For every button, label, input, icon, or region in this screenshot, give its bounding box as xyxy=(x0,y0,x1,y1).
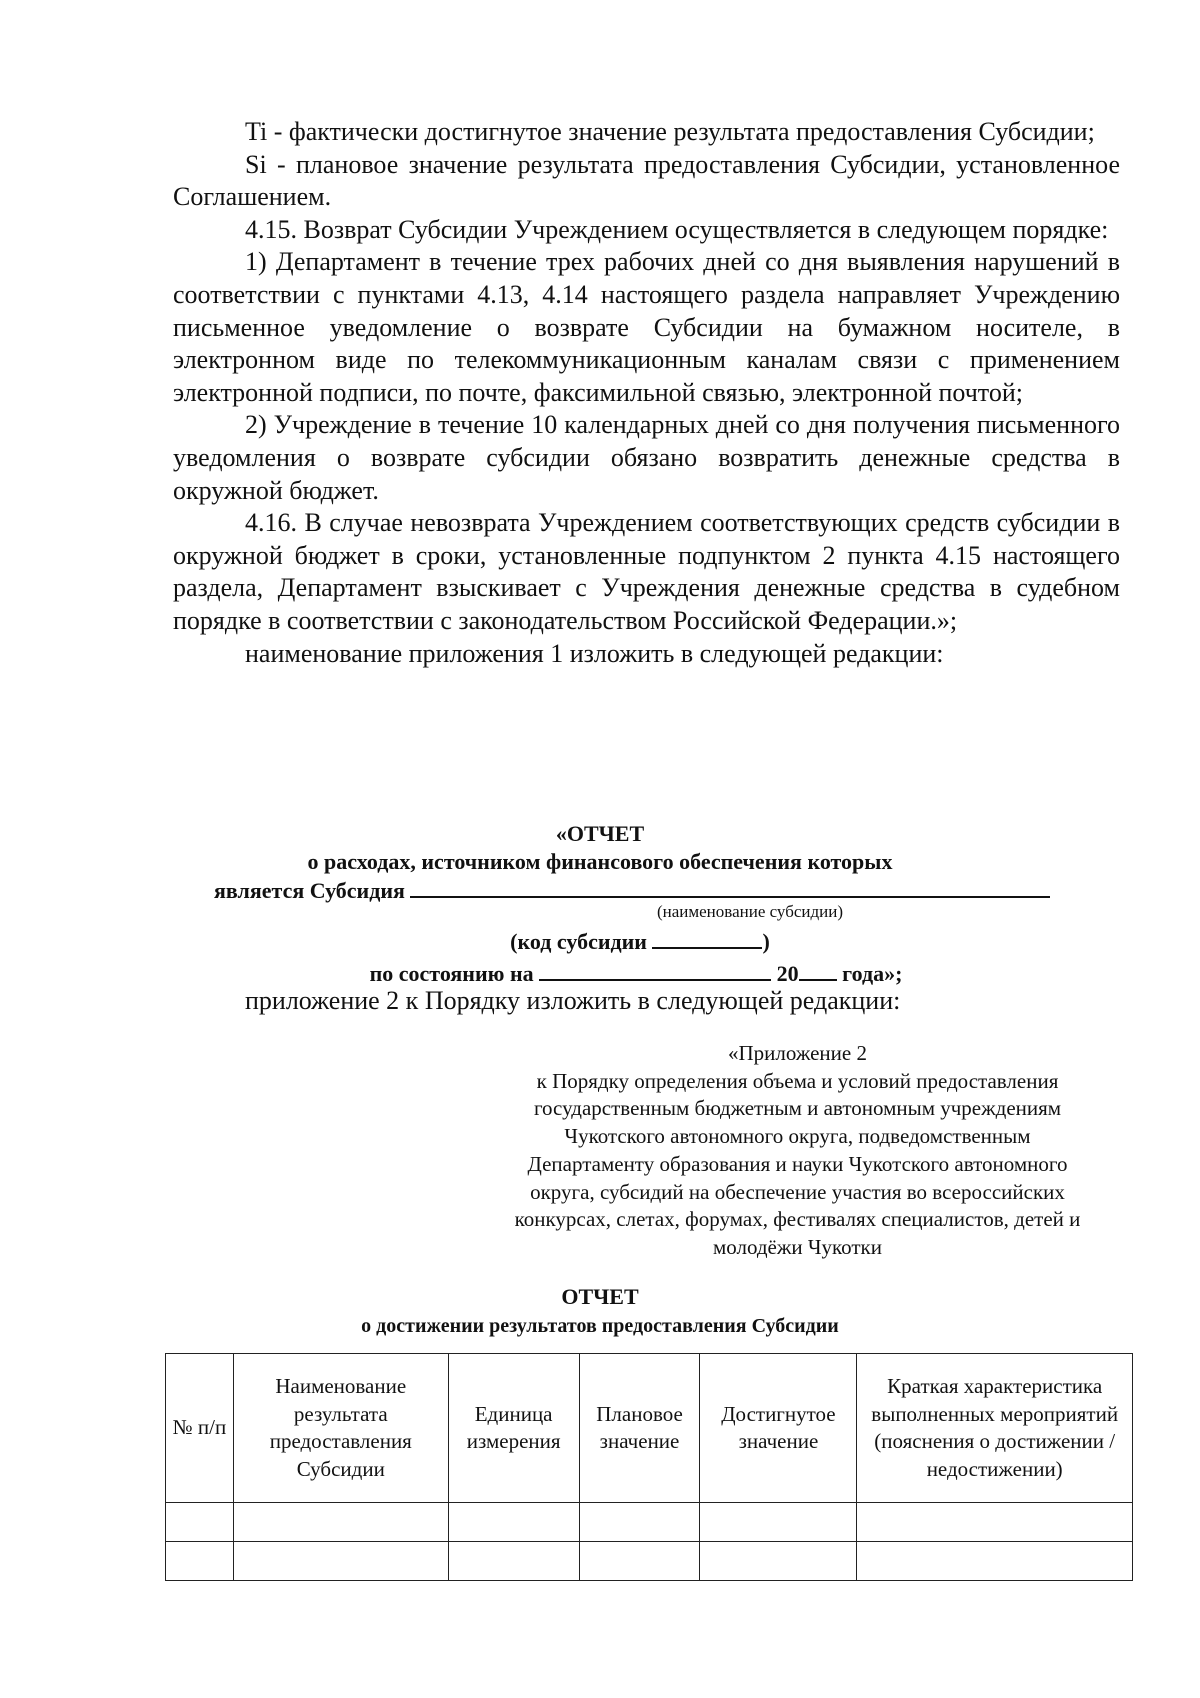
table-cell xyxy=(700,1542,857,1581)
paragraph-ti-definition: Ti - фактически достигнутое значение результата предоставления Субсидии; xyxy=(245,117,1095,146)
subsidy-name-note: (наименование субсидии) xyxy=(656,902,844,921)
table-cell xyxy=(166,1503,234,1542)
table-cell xyxy=(166,1542,234,1581)
column-header-achieved-value: Достигнутое значение xyxy=(700,1354,857,1503)
appendix-line: государственным бюджетным и автономным учреждениям xyxy=(533,1096,1062,1121)
appendix-line: округа, субсидий на обеспечение участия во всероссийских xyxy=(530,1179,1065,1204)
table-cell xyxy=(700,1503,857,1542)
report1-subsidy-line xyxy=(214,874,1050,905)
body-text xyxy=(173,116,1120,670)
paragraph-4-15-item-2: 2) Учреждение в течение 10 календарных дней со дня получения письменного уведомления о возврате субсидии обязано возвратить денежные средства в окружной бюджет. xyxy=(173,410,1120,505)
table-row xyxy=(166,1542,1133,1581)
table-cell xyxy=(857,1542,1133,1581)
report1-subtitle: о расходах, источником финансового обеспечения которых xyxy=(307,849,893,874)
year-suffix: года»; xyxy=(842,961,903,986)
table-cell xyxy=(233,1503,448,1542)
report1-code-line xyxy=(40,925,1200,956)
report2-title: ОТЧЕТ xyxy=(561,1284,639,1309)
column-header-number: № п/п xyxy=(166,1354,234,1503)
column-header-planned-value: Плановое значение xyxy=(579,1354,700,1503)
table-cell xyxy=(233,1542,448,1581)
table-header-row xyxy=(166,1354,1133,1503)
column-header-activities-summary: Краткая характеристика выполненных мероприятий (пояснения о достижении / недостижении) xyxy=(857,1354,1133,1503)
subsidy-name-blank-line xyxy=(410,874,1050,898)
appendix-line: к Порядку определения объема и условий предоставления xyxy=(536,1068,1059,1093)
paragraph-appendix-2-intro: приложение 2 к Порядку изложить в следующей редакции: xyxy=(245,986,901,1015)
table-row xyxy=(166,1503,1133,1542)
appendix-line: конкурсах, слетах, форумах, фестивалях специалистов, детей и xyxy=(514,1207,1081,1232)
table-cell xyxy=(579,1542,700,1581)
paragraph-appendix-1-intro: наименование приложения 1 изложить в следующей редакции: xyxy=(245,638,944,668)
year-blank-line xyxy=(799,957,837,981)
code-close: ) xyxy=(762,929,770,954)
report2-subtitle: о достижении результатов предоставления Субсидии xyxy=(361,1315,839,1337)
appendix-line: Департаменту образования и науки Чукотского автономного xyxy=(527,1151,1068,1176)
report1-date-line xyxy=(36,957,1200,988)
report1-subsidy-label: является Субсидия xyxy=(214,878,405,903)
paragraph-4-15-item-1: 1) Департамент в течение трех рабочих дней со дня выявления нарушений в соответствии с пунктами 4.13, 4.14 настоящего раздела направляет Учреждению письменное уведомление о возврате Субсидии на бумажном носителе, в электронном виде по телекоммуникационным каналам связи с применением электронной подписи, по почте, факсимильной связью, электронной почтой; xyxy=(173,247,1120,407)
appendix-line: Чукотского автономного округа, подведомственным xyxy=(564,1124,1031,1149)
year-prefix: 20 xyxy=(776,961,799,986)
report1-title: «ОТЧЕТ xyxy=(555,821,645,846)
date-blank-line xyxy=(539,957,771,981)
column-header-result-name: Наименование результата предоставления Субсидии xyxy=(233,1354,448,1503)
paragraph-4-15: 4.15. Возврат Субсидии Учреждением осуществляется в следующем порядке: xyxy=(245,214,1109,244)
table-cell xyxy=(579,1503,700,1542)
paragraph-4-16: 4.16. В случае невозврата Учреждением соответствующих средств субсидии в окружной бюджет в сроки, установленные подпунктом 2 пункта 4.15 настоящего раздела, Департамент взыскивает с Учреждения денежные средства в судебном порядке в соответствии с законодательством Российской Федерации.»; xyxy=(173,508,1120,635)
appendix-line: «Приложение 2 xyxy=(728,1041,867,1065)
table-cell xyxy=(857,1503,1133,1542)
appendix-2-header xyxy=(465,1040,1130,1262)
paragraph-si-definition: Si - плановое значение результата предоставления Субсидии, установленное Соглашением. xyxy=(173,149,1120,212)
code-blank-line xyxy=(652,925,762,949)
date-label: по состоянию на xyxy=(369,961,534,986)
table-cell xyxy=(448,1542,579,1581)
code-label: (код субсидии xyxy=(510,929,647,954)
column-header-unit: Единица измерения xyxy=(448,1354,579,1503)
table-cell xyxy=(448,1503,579,1542)
results-report-table xyxy=(165,1353,1133,1581)
appendix-line: молодёжи Чукотки xyxy=(712,1234,882,1259)
